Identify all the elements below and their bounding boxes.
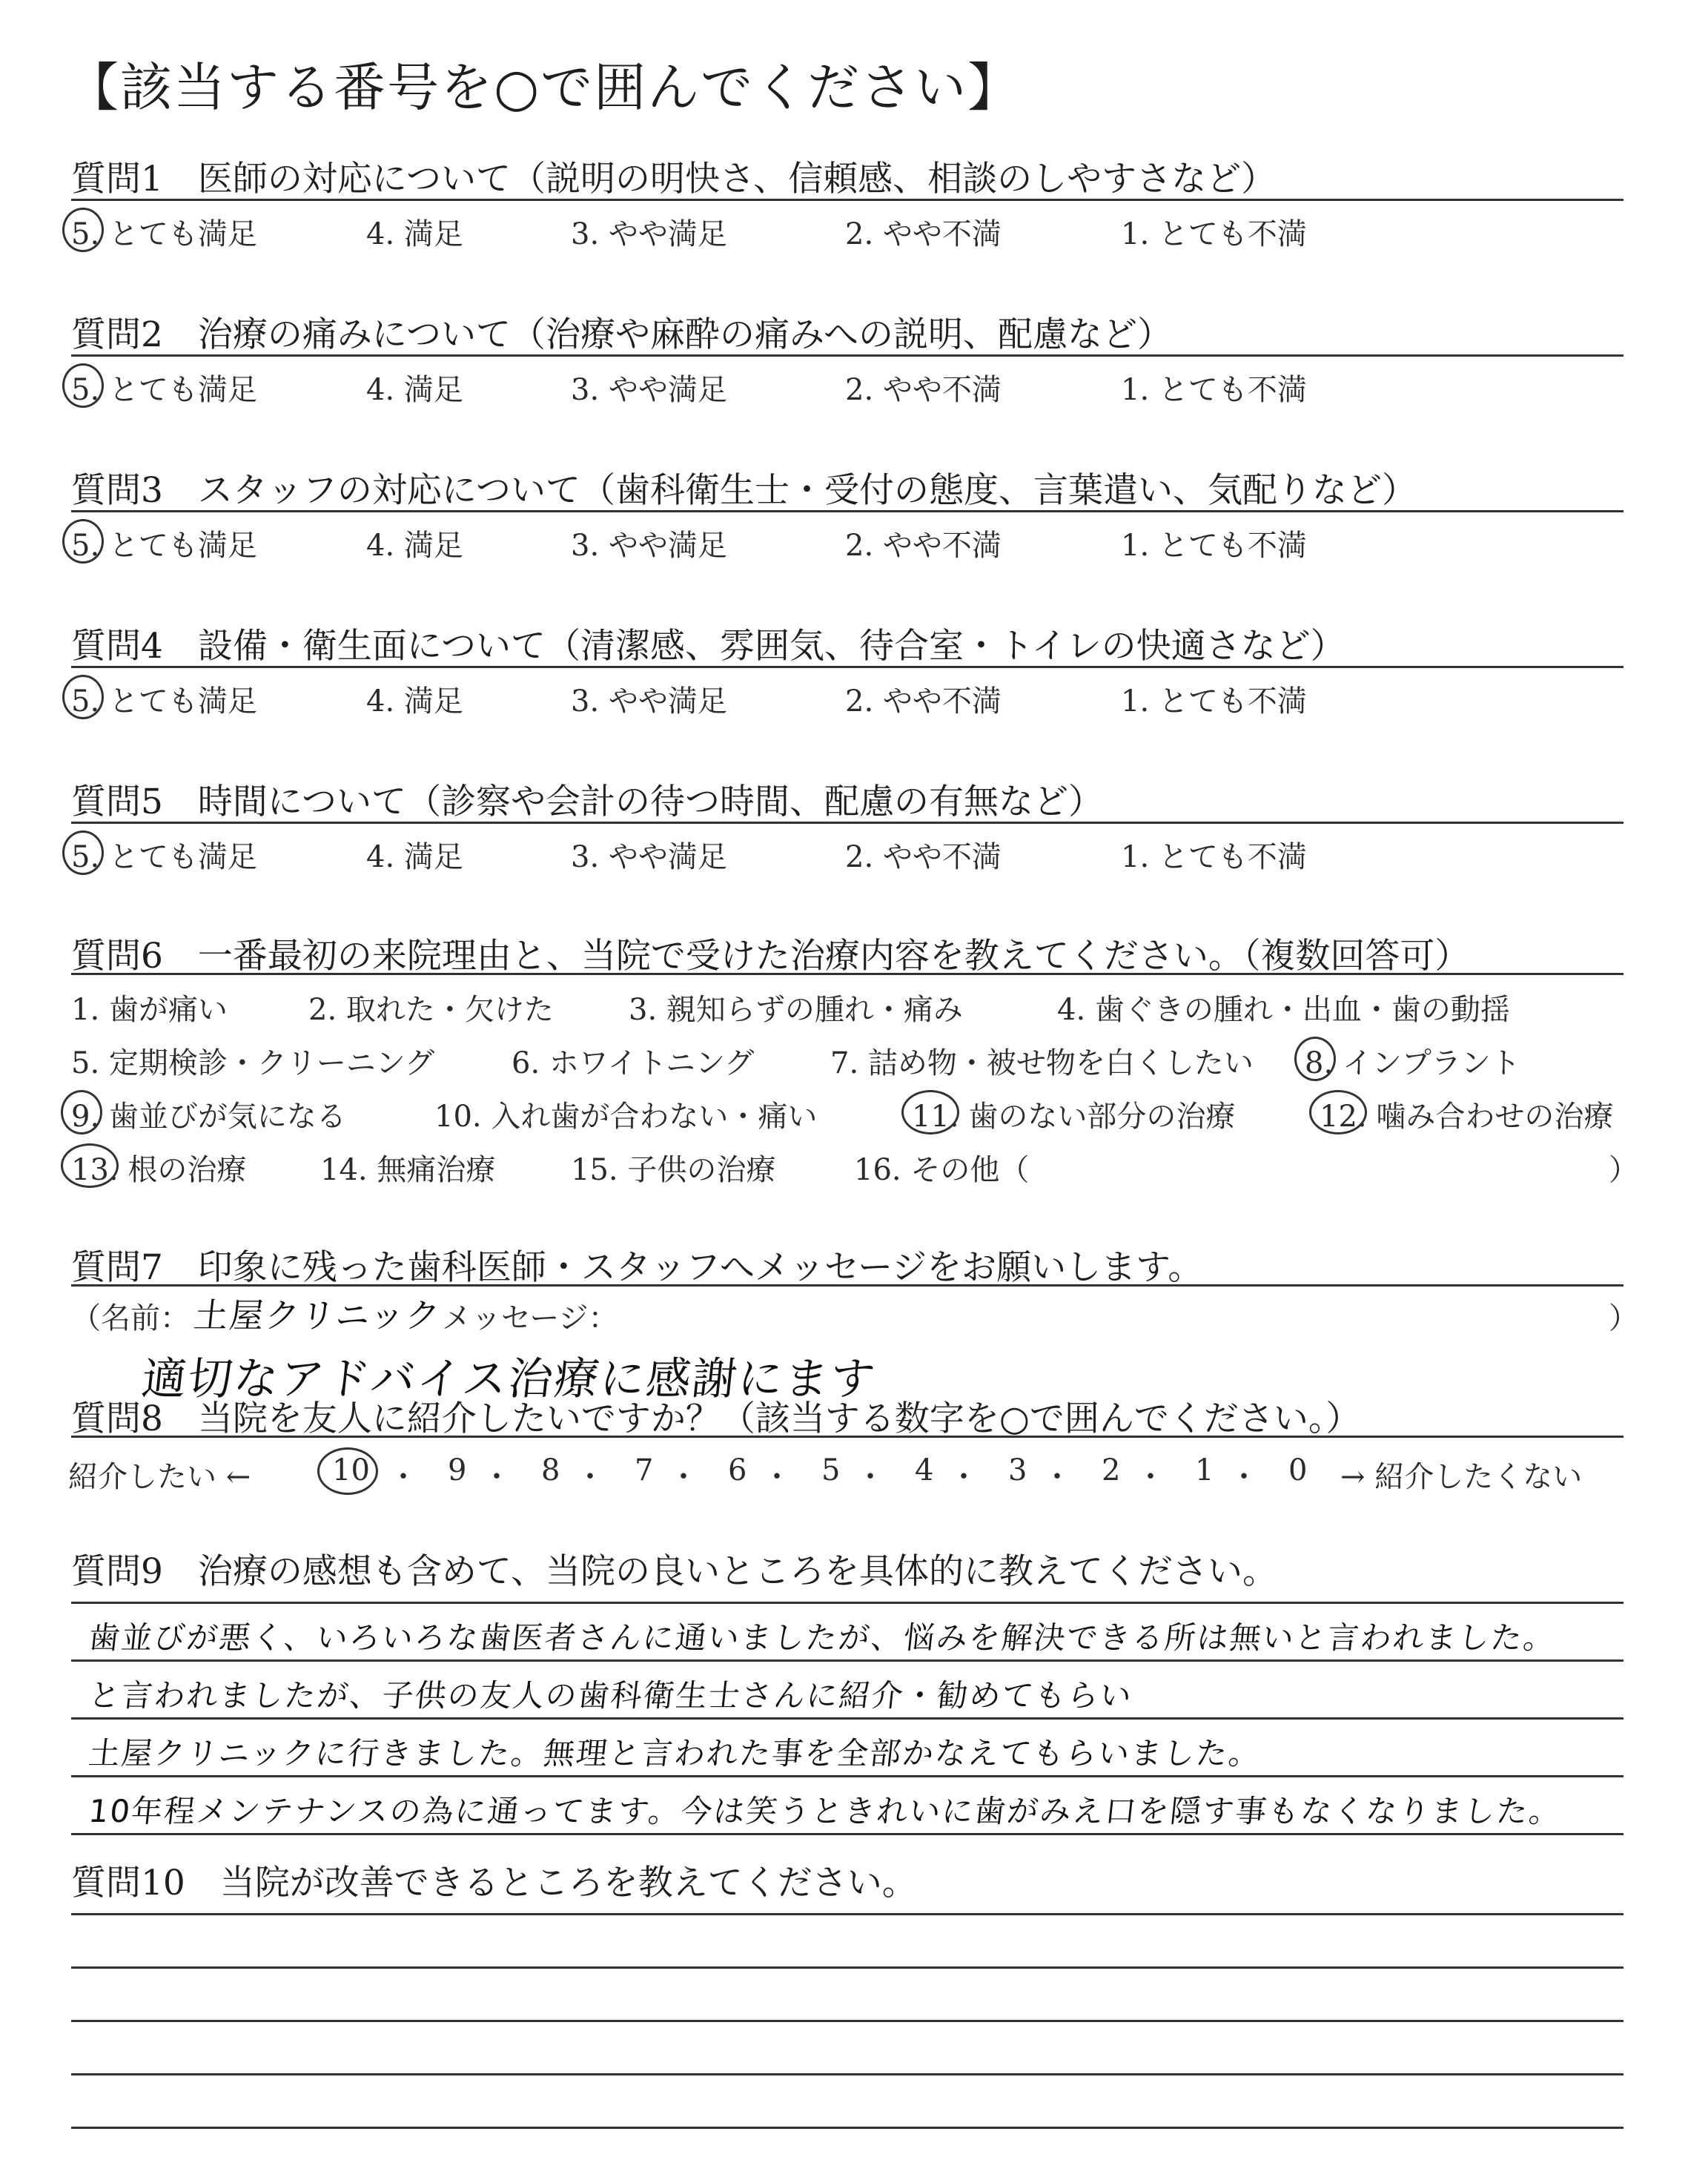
q8-scale-2[interactable]: 2	[1102, 1453, 1121, 1487]
q4-heading: 質問4 設備・衛生面について（清潔感、雰囲気、待合室・トイレの快適さなど）	[71, 626, 1345, 667]
q6-option-15[interactable]: 15. 子供の治療	[571, 1153, 776, 1187]
q6-option-9[interactable]: 9. 歯並びが気になる	[71, 1100, 346, 1134]
q5-option-5[interactable]: 5. とても満足	[71, 840, 257, 874]
q8-scale-10[interactable]: 10	[332, 1453, 370, 1487]
q8-separator: ・	[855, 1460, 885, 1494]
q1-option-1[interactable]: 1. とても不満	[1121, 217, 1307, 251]
q8-right-label: → 紹介したくない	[1340, 1460, 1583, 1494]
q6-selected-circle-13	[61, 1143, 119, 1188]
q3-option-3[interactable]: 3. やや満足	[571, 529, 727, 563]
q1-option-4[interactable]: 4. 満足	[366, 217, 463, 251]
q7-close-paren: ）	[1609, 1301, 1638, 1335]
q10-answer-line[interactable]	[71, 2073, 1623, 2075]
q4-option-2[interactable]: 2. やや不満	[845, 684, 1002, 719]
q2-option-5[interactable]: 5. とても満足	[71, 373, 257, 407]
q5-option-3[interactable]: 3. やや満足	[571, 840, 727, 874]
q6-option-13[interactable]: 13. 根の治療	[71, 1153, 247, 1187]
q7-handwritten-message[interactable]: 適切なアドバイス治療に感謝にます	[139, 1353, 879, 1405]
q6-option-16[interactable]: 16. その他（	[854, 1153, 1030, 1187]
q9-handwritten-line[interactable]: 歯並びが悪く、いろいろな歯医者さんに通いましたが、悩みを解決できる所は無いと言われました。	[87, 1619, 1558, 1656]
q2-option-3[interactable]: 3. やや満足	[571, 373, 727, 407]
q8-separator: ・	[1042, 1460, 1072, 1494]
q6-option-8[interactable]: 8. インプラント	[1305, 1046, 1520, 1080]
form-title: 【該当する番号を○で囲んでください】	[67, 57, 1022, 118]
q10-answer-line[interactable]	[71, 2020, 1623, 2022]
q6-option-4[interactable]: 4. 歯ぐきの腫れ・出血・歯の動揺	[1057, 993, 1510, 1027]
q5-option-4[interactable]: 4. 満足	[366, 840, 463, 874]
q2-option-4[interactable]: 4. 満足	[366, 373, 463, 407]
q5-selected-circle	[62, 830, 104, 875]
q7-name-value[interactable]: 土屋クリニック	[191, 1295, 443, 1335]
q8-scale-6[interactable]: 6	[728, 1453, 747, 1487]
q5-heading: 質問5 時間について（診察や会計の待つ時間、配慮の有無など）	[71, 782, 1103, 822]
q7-heading: 質問7 印象に残った歯科医師・スタッフへメッセージをお願いします。	[71, 1247, 1203, 1288]
q6-selected-circle-9	[61, 1090, 102, 1135]
q8-scale-8[interactable]: 8	[541, 1453, 560, 1487]
q10-heading: 質問10 当院が改善できるところを教えてください。	[71, 1863, 917, 1903]
q6-option-6[interactable]: 6. ホワイトニング	[512, 1046, 755, 1080]
q3-heading: 質問3 スタッフの対応について（歯科衛生士・受付の態度、言葉遣い、気配りなど）	[71, 470, 1417, 511]
q2-option-1[interactable]: 1. とても不満	[1121, 373, 1307, 407]
q8-scale-5[interactable]: 5	[821, 1453, 841, 1487]
q5-option-2[interactable]: 2. やや不満	[845, 840, 1002, 874]
q5-option-1[interactable]: 1. とても不満	[1121, 840, 1307, 874]
q8-scale-7[interactable]: 7	[635, 1453, 654, 1487]
q10-answer-line[interactable]	[71, 2127, 1623, 2129]
q3-selected-circle	[62, 519, 104, 564]
q6-selected-circle-11	[901, 1090, 959, 1135]
q8-selected-circle	[317, 1447, 378, 1495]
q8-separator: ・	[388, 1460, 418, 1494]
q1-option-3[interactable]: 3. やや満足	[571, 217, 727, 251]
q8-scale-1[interactable]: 1	[1195, 1453, 1214, 1487]
q8-scale-9[interactable]: 9	[448, 1453, 467, 1487]
q8-separator: ・	[575, 1460, 605, 1494]
q6-option-11[interactable]: 11. 歯のない部分の治療	[912, 1100, 1236, 1134]
q3-option-1[interactable]: 1. とても不満	[1121, 529, 1307, 563]
q8-heading: 質問8 当院を友人に紹介したいですか？（該当する数字を○で囲んでください。）	[71, 1398, 1361, 1439]
q9-handwritten-line[interactable]: と言われましたが、子供の友人の歯科衛生士さんに紹介・勧めてもらい	[87, 1677, 1135, 1714]
q6-selected-circle-12	[1309, 1090, 1367, 1135]
q6-option-7[interactable]: 7. 詰め物・被せ物を白くしたい	[830, 1046, 1254, 1080]
q1-option-5[interactable]: 5. とても満足	[71, 217, 257, 251]
q6-option-14[interactable]: 14. 無痛治療	[320, 1153, 496, 1187]
q7-name-label: （名前：	[71, 1301, 190, 1335]
q2-option-2[interactable]: 2. やや不満	[845, 373, 1002, 407]
q2-heading: 質問2 治療の痛みについて（治療や麻酔の痛みへの説明、配慮など）	[71, 314, 1173, 355]
q6-option-10[interactable]: 10. 入れ歯が合わない・痛い	[434, 1100, 818, 1134]
q8-left-label: 紹介したい ←	[68, 1460, 251, 1494]
q4-option-4[interactable]: 4. 満足	[366, 684, 463, 719]
q6-option-2[interactable]: 2. 取れた・欠けた	[308, 993, 554, 1027]
q8-separator: ・	[762, 1460, 792, 1494]
q8-scale-0[interactable]: 0	[1288, 1453, 1308, 1487]
q6-other-close: ）	[1609, 1153, 1638, 1187]
q1-selected-circle	[62, 208, 104, 252]
q4-option-1[interactable]: 1. とても不満	[1121, 684, 1307, 719]
q9-handwritten-line[interactable]: 10年程メンテナンスの為に通ってます。今は笑うときれいに歯がみえ口を隠す事もなくなりました。	[87, 1793, 1564, 1829]
q8-scale-3[interactable]: 3	[1008, 1453, 1027, 1487]
q8-separator: ・	[1229, 1460, 1259, 1494]
q1-option-2[interactable]: 2. やや不満	[845, 217, 1002, 251]
q2-selected-circle	[62, 363, 104, 408]
q6-option-12[interactable]: 12. 噛み合わせの治療	[1320, 1100, 1614, 1134]
q9-heading: 質問9 治療の感想も含めて、当院の良いところを具体的に教えてください。	[71, 1551, 1277, 1592]
q4-option-3[interactable]: 3. やや満足	[571, 684, 727, 719]
q10-answer-line[interactable]	[71, 1966, 1623, 1969]
q6-option-5[interactable]: 5. 定期検診・クリーニング	[71, 1046, 435, 1080]
q3-option-2[interactable]: 2. やや不満	[845, 529, 1002, 563]
q8-separator: ・	[482, 1460, 512, 1494]
q3-option-5[interactable]: 5. とても満足	[71, 529, 257, 563]
q6-selected-circle-8	[1294, 1037, 1336, 1081]
q6-option-3[interactable]: 3. 親知らずの腫れ・痛み	[629, 993, 963, 1027]
q4-selected-circle	[62, 675, 104, 719]
q3-option-4[interactable]: 4. 満足	[366, 529, 463, 563]
q8-separator: ・	[669, 1460, 698, 1494]
q6-option-1[interactable]: 1. 歯が痛い	[71, 993, 228, 1027]
q10-answer-line[interactable]	[71, 1913, 1623, 1915]
q4-option-5[interactable]: 5. とても満足	[71, 684, 257, 719]
q8-separator: ・	[949, 1460, 979, 1494]
q6-heading: 質問6 一番最初の来院理由と、当院で受けた治療内容を教えてください。（複数回答可）	[71, 936, 1470, 977]
q1-heading: 質問1 医師の対応について（説明の明快さ、信頼感、相談のしやすさなど）	[71, 159, 1277, 199]
q8-separator: ・	[1136, 1460, 1165, 1494]
q9-handwritten-line[interactable]: 土屋クリニックに行きました。無理と言われた事を全部かなえてもらいました。	[87, 1735, 1263, 1771]
q8-scale-4[interactable]: 4	[915, 1453, 934, 1487]
q7-message-label: メッセージ：	[442, 1301, 618, 1335]
